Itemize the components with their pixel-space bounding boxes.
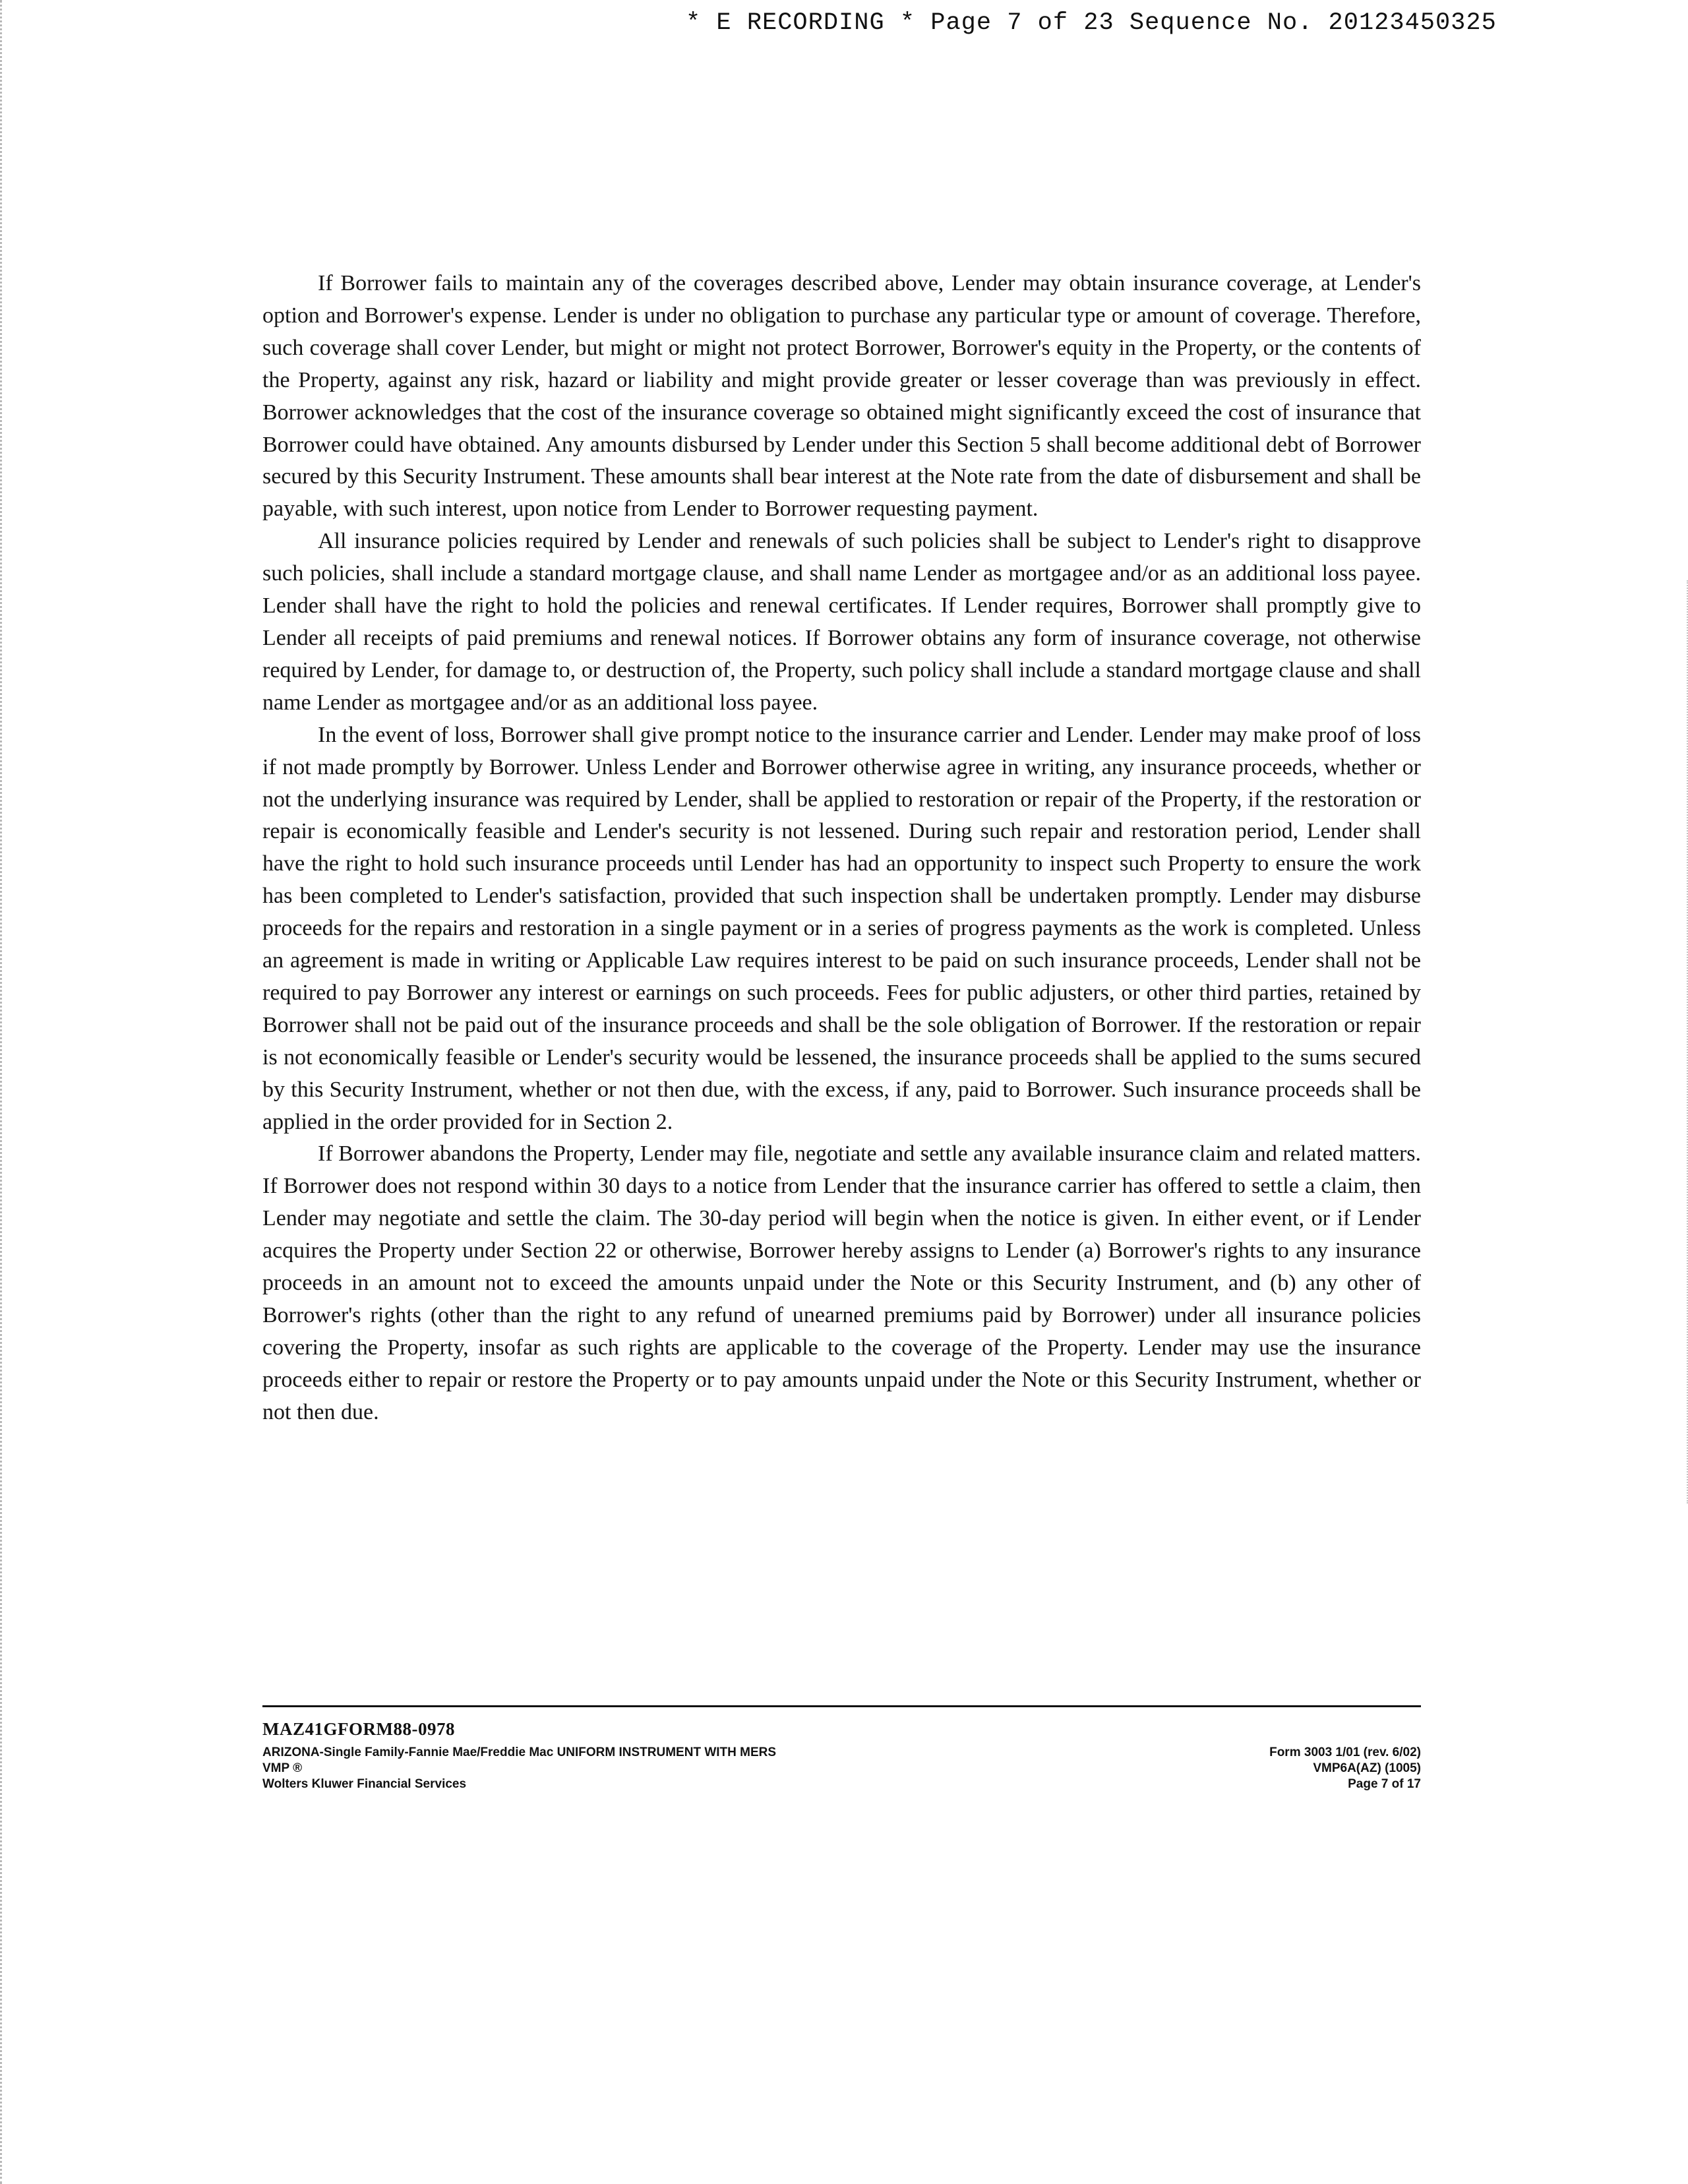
document-body — [262, 268, 1421, 1429]
footer-page-number: Page 7 of 17 — [1348, 1777, 1421, 1791]
page-footer — [262, 1705, 1421, 1798]
scan-right-edge — [1683, 580, 1688, 1503]
footer-left-block — [262, 1745, 1120, 1792]
footer-right-block — [1078, 1745, 1421, 1792]
scan-left-edge — [0, 0, 8, 2184]
paragraph-event-of-loss: In the event of loss, Borrower shall give prompt notice to the insurance carrier and Lender. Lender may make proof of loss if not made promptly by Borrower. Unless Lender and Borrower otherwise agree in writing, any insurance proceeds, whether or not the underlying insurance was required by Lender, shall be applied to restoration or repair of the Property, if the restoration or repair is economically feasible and Lender's security is not lessened. During such repair and restoration period, Lender shall have the right to hold such insurance proceeds until Lender has had an opportunity to inspect such Property to ensure the work has been completed to Lender's satisfaction, provided that such inspection shall be undertaken promptly. Lender may disburse proceeds for the repairs and restoration in a single payment or in a series of progress payments as the work is completed. Unless an agreement is made in writing or Applicable Law requires interest to be paid on such insurance proceeds, Lender shall not be required to pay Borrower any interest or earnings on such proceeds. Fees for public adjusters, or other third parties, retained by Borrower shall not be paid out of the insurance proceeds and shall be the sole obligation of Borrower. If the restoration or repair is not economically feasible or Lender's security would be lessened, the insurance proceeds shall be applied to the sums secured by this Security Instrument, whether or not then due, with the excess, if any, paid to Borrower. Such insurance proceeds shall be applied in the order provided for in Section 2. — [262, 722, 1421, 1134]
paragraph-abandonment: If Borrower abandons the Property, Lender may file, negotiate and settle any available insurance claim and related matters. If Borrower does not respond within 30 days to a notice from Lender that the insurance carrier has offered to settle a claim, then Lender may negotiate and settle the claim. The 30-day period will begin when the notice is given. In either event, or if Lender acquires the Property under Section 22 or otherwise, Borrower hereby assigns to Lender (a) Borrower's rights to any insurance proceeds in an amount not to exceed the amounts unpaid under the Note or this Security Instrument, and (b) any other of Borrower's rights (other than the right to any refund of unearned premiums paid by Borrower) under all insurance policies covering the Property, insofar as such rights are applicable to the coverage of the Property. Lender may use the insurance proceeds either to repair or restore the Property or to pay amounts unpaid under the Note or this Security Instrument, whether or not then due. — [262, 1141, 1421, 1424]
footer-form-code: MAZ41GFORM88-0978 — [262, 1719, 455, 1739]
footer-form-number: Form 3003 1/01 (rev. 6/02) — [1269, 1745, 1421, 1759]
footer-instrument-title: ARIZONA-Single Family-Fannie Mae/Freddie Mac UNIFORM INSTRUMENT WITH MERS — [262, 1745, 777, 1759]
paragraph-insurance-policies: All insurance policies required by Lender and renewals of such policies shall be subject to Lender's right to disapprove such policies, shall include a standard mortgage clause, and shall name Lender as mortgagee and/or as an additional loss payee. Lender shall have the right to hold the policies and renewal certificates. If Lender requires, Borrower shall promptly give to Lender all receipts of paid premiums and renewal notices. If Borrower obtains any form of insurance coverage, not otherwise required by Lender, for damage to, or destruction of, the Property, such policy shall include a standard mortgage clause and shall name Lender as mortgagee and/or as an additional loss payee. — [262, 529, 1421, 715]
paragraph-insurance-coverage: If Borrower fails to maintain any of the coverages described above, Lender may obtain insurance coverage, at Lender's option and Borrower's expense. Lender is under no obligation to purchase any particular type or amount of coverage. Therefore, such coverage shall cover Lender, but might or might not protect Borrower, Borrower's equity in the Property, or the contents of the Property, against any risk, hazard or liability and might provide greater or lesser coverage than was previously in effect. Borrower acknowledges that the cost of the insurance coverage so obtained might significantly exceed the cost of insurance that Borrower could have obtained. Any amounts disbursed by Lender under this Section 5 shall become additional debt of Borrower secured by this Security Instrument. These amounts shall bear interest at the Note rate from the date of disbursement and shall be payable, with such interest, upon notice from Lender to Borrower requesting payment. — [262, 271, 1421, 522]
footer-details — [262, 1745, 1421, 1798]
footer-vmp-code: VMP6A(AZ) (1005) — [1313, 1761, 1421, 1775]
footer-publisher: Wolters Kluwer Financial Services — [262, 1777, 467, 1791]
footer-vmp-mark: VMP ® — [262, 1761, 303, 1775]
footer-divider — [262, 1705, 1421, 1707]
recording-header: * E RECORDING * Page 7 of 23 Sequence No. 20123450325 — [686, 9, 1497, 37]
